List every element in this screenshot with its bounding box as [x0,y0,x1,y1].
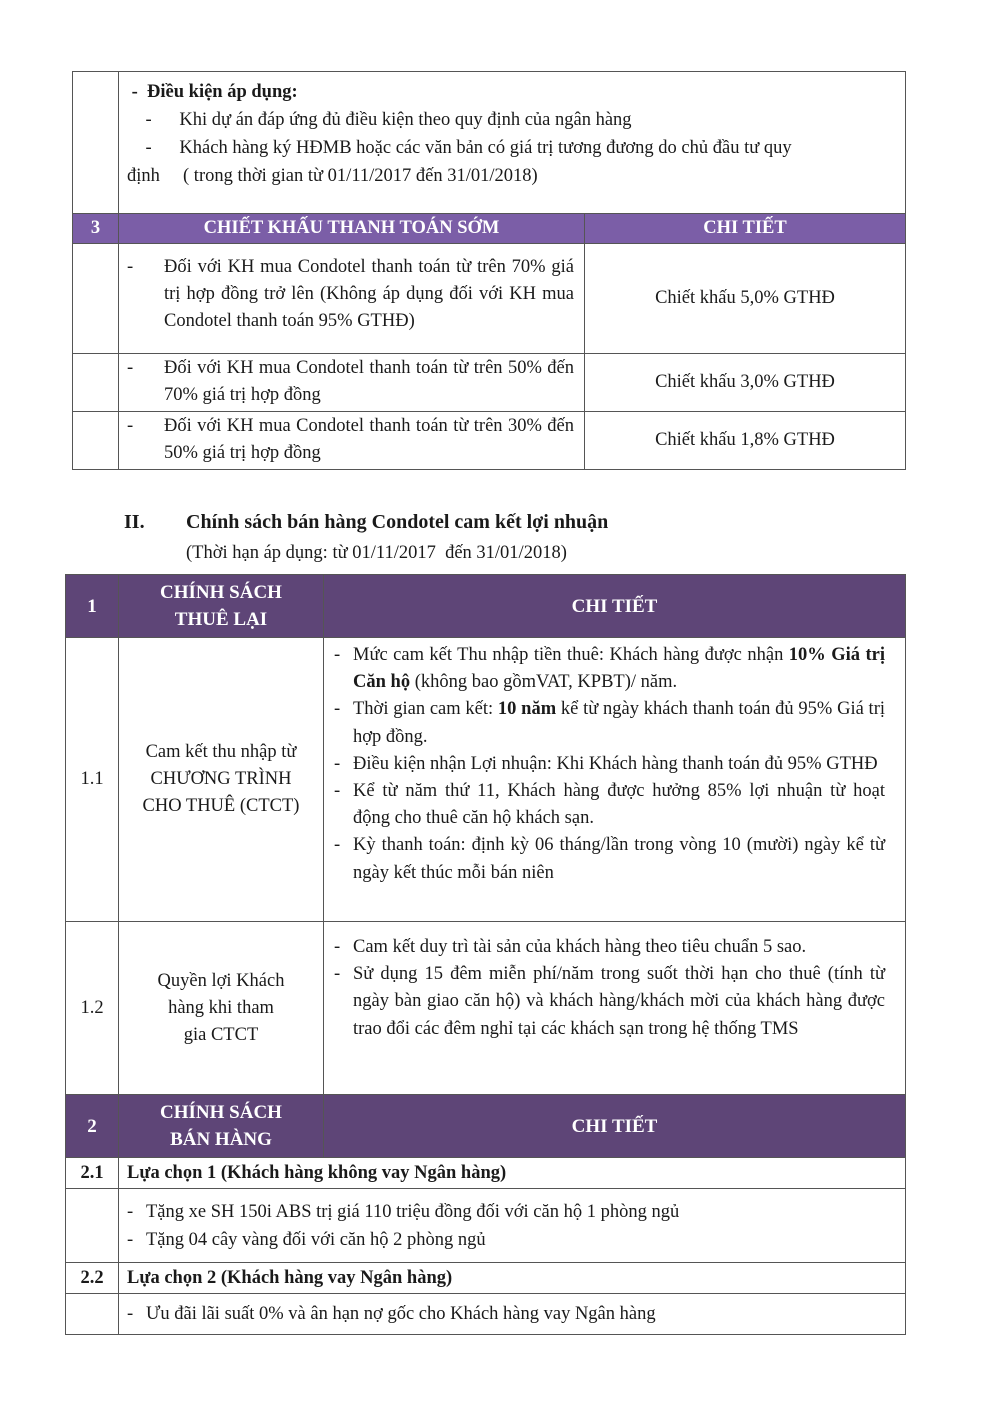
discount-condition: Đối với KH mua Condotel thanh toán từ trên 70% giá trị hợp đồng trở lên (Không áp dụng đối với KH mua Condotel thanh toán 95% GTHĐ) [164,257,574,331]
policy-row [66,638,906,922]
option-1-row [66,1158,906,1189]
conditions-title: - Điều kiện áp dụng: [127,82,298,102]
detail-item: - Điều kiện nhận Lợi nhuận: Khi Khách hàng thanh toán đủ 95% GTHĐ [334,753,878,774]
section-subtitle: (Thời hạn áp dụng: từ 01/11/2017 đến 31/01/2018) [186,543,567,563]
section-title: Chính sách bán hàng Condotel cam kết lợi nhuận [186,511,609,533]
detail-item: - Kỳ thanh toán: định kỳ 06 tháng/lần trong vòng 10 (mười) ngày kể từ ngày kết thúc mỗi bán niên [334,835,885,883]
condition-continuation: định ( trong thời gian từ 01/11/2017 đến 31/01/2018) [127,166,538,186]
option-2-details [66,1294,906,1335]
early-payment-header [73,214,906,244]
detail-item: - Mức cam kết Thu nhập tiền thuê: Khách hàng được nhận 10% Giá trị Căn hộ (không bao gồmVAT, KPBT)/ năm. [334,645,885,693]
section-heading [124,511,608,534]
conditions-cell [119,72,906,214]
section-number: II. [124,511,145,533]
sales-policy-header [66,1095,906,1158]
detail-header: CHI TIẾT [324,1095,906,1158]
row-details [324,638,906,922]
section-title: CHÍNH SÁCH BÁN HÀNG [119,1095,324,1158]
section-number: 3 [73,214,119,244]
detail-header: CHI TIẾT [324,575,906,638]
profit-policy-table [65,574,906,1335]
section-title: CHIẾT KHẤU THANH TOÁN SỚM [119,214,585,244]
section-title: CHÍNH SÁCH THUÊ LẠI [119,575,324,638]
detail-item: - Sử dụng 15 đêm miễn phí/năm trong suốt thời hạn cho thuê (tính từ ngày bàn giao căn hộ) và khách hàng/khách mời của khách hàng được trao đổi các đêm nghỉ tại các khách sạn trong hệ thống TMS [334,964,885,1039]
option-2-row [66,1263,906,1294]
detail-item: - Thời gian cam kết: 10 năm kể từ ngày khách thanh toán đủ 95% Giá trị hợp đồng. [334,699,885,747]
detail-header: CHI TIẾT [585,214,906,244]
section-number: 1 [66,575,119,638]
option-number: 2.2 [66,1263,119,1294]
option-title: Lựa chọn 2 (Khách hàng vay Ngân hàng) [119,1263,906,1294]
conditions-row [73,72,906,214]
discount-condition: Đối với KH mua Condotel thanh toán từ trên 30% đến 50% giá trị hợp đồng [164,416,574,463]
condition-item: - Khách hàng ký HĐMB hoặc các văn bản có giá trị tương đương do chủ đầu tư quy [127,138,792,158]
discount-value: Chiết khấu 3,0% GTHĐ [585,354,906,412]
detail-item: - Cam kết duy trì tài sản của khách hàng theo tiêu chuẩn 5 sao. [334,937,807,957]
early-payment-table [72,71,906,470]
option-1-details [66,1189,906,1263]
section-number: 2 [66,1095,119,1158]
discount-row: - Đối với KH mua Condotel thanh toán từ trên 50% đến 70% giá trị hợp đồng Chiết khấu 3,0% GTHĐ [73,354,906,412]
discount-value: Chiết khấu 1,8% GTHĐ [585,412,906,470]
loan-item: - Ưu đãi lãi suất 0% và ân hạn nợ gốc cho Khách hàng vay Ngân hàng [127,1304,656,1324]
condition-item: - Khi dự án đáp ứng đủ điều kiện theo quy định của ngân hàng [127,110,632,130]
empty-number-cell [73,72,119,214]
gift-item: - Tặng xe SH 150i ABS trị giá 110 triệu đồng đối với căn hộ 1 phòng ngủ [127,1201,680,1222]
option-number: 2.1 [66,1158,119,1189]
rental-policy-header [66,575,906,638]
discount-value: Chiết khấu 5,0% GTHĐ [585,244,906,354]
detail-item: - Kể từ năm thứ 11, Khách hàng được hưởng 85% lợi nhuận từ hoạt động cho thuê căn hộ khách sạn. [334,781,885,829]
row-number: 1.2 [66,922,119,1095]
row-details [324,922,906,1095]
row-label: Cam kết thu nhập từ CHƯƠNG TRÌNH CHO THUÊ (CTCT) [119,638,324,922]
gift-item: - Tặng 04 cây vàng đối với căn hộ 2 phòng ngủ [127,1229,486,1250]
policy-row [66,922,906,1095]
row-number: 1.1 [66,638,119,922]
discount-row: - Đối với KH mua Condotel thanh toán từ trên 70% giá trị hợp đồng trở lên (Không áp dụng đối với KH mua Condotel thanh toán 95% GTHĐ) Chiết khấu 5,0% GTHĐ [73,244,906,354]
row-label: Quyền lợi Khách hàng khi tham gia CTCT [119,922,324,1095]
option-title: Lựa chọn 1 (Khách hàng không vay Ngân hàng) [119,1158,906,1189]
discount-row: - Đối với KH mua Condotel thanh toán từ trên 30% đến 50% giá trị hợp đồng Chiết khấu 1,8% GTHĐ [73,412,906,470]
discount-condition: Đối với KH mua Condotel thanh toán từ trên 50% đến 70% giá trị hợp đồng [164,358,574,405]
